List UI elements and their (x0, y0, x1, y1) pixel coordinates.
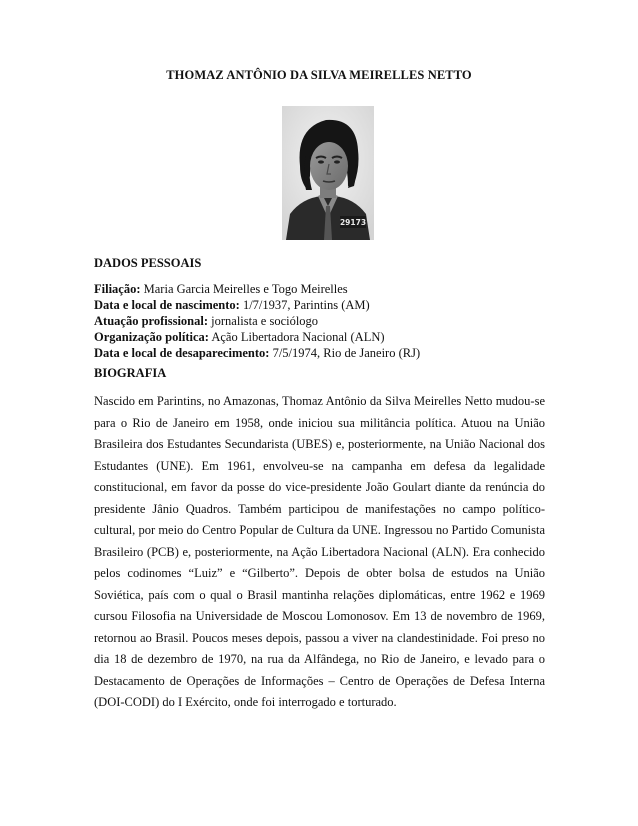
organization-label: Organização política: (94, 330, 209, 344)
birth-row (94, 297, 554, 313)
profession-label: Atuação profissional: (94, 314, 209, 328)
disappearance-row (94, 345, 554, 361)
page-title: THOMAZ ANTÔNIO DA SILVA MEIRELLES NETTO (166, 68, 472, 82)
profession-value: jornalista e sociólogo (208, 314, 319, 328)
birth-label: Data e local de nascimento: (94, 298, 240, 312)
personal-data-block (94, 281, 554, 361)
disappearance-value: 7/5/1974, Rio de Janeiro (RJ) (269, 346, 421, 360)
organization-value: Ação Libertadora Nacional (ALN) (208, 330, 385, 344)
profession-row (94, 313, 554, 329)
biography-text: Nascido em Parintins, no Amazonas, Thomaz Antônio da Silva Meirelles Netto mudou-se para o Rio de Janeiro em 1958, onde iniciou sua militância política. Atuou na União Brasileira dos Estudantes Secundarista (UBES) e, posteriormente, na União Nacional dos Estudantes (UNE). Em 1961, envolveu-se na campanha em defesa da legalidade constitucional, em favor da posse do vice-presidente João Goulart diante da renúncia do presidente Jânio Quadros. Também participou de manifestações no campo político-cultural, por meio do Centro Popular de Cultura da UNE. Ingressou no Partido Comunista Brasileiro (PCB) e, posteriormente, na Ação Libertadora Nacional (ALN). Era conhecido pelos codinomes “Luiz” e “Gilberto”. Depois de obter bolsa de estudos na União Soviética, país com o qual o Brasil mantinha relações diplomáticas, entre 1962 e 1969 cursou Filosofia na Universidade de Moscou Lomonosov. Em 13 de novembro de 1969, retornou ao Brasil. Poucos meses depois, passou a viver na clandestinidade. Foi preso no dia 18 de dezembro de 1970, na rua da Alfândega, no Rio de Janeiro, e levado para o Destacamento de Operações de Informações – Centro de Operações de Defesa Interna (DOI-CODI) do I Exército, onde foi interrogado e torturado. (94, 394, 545, 709)
organization-row (94, 329, 554, 345)
disappearance-label: Data e local de desaparecimento: (94, 346, 270, 360)
biography-heading: BIOGRAFIA (94, 366, 167, 380)
filiacao-row (94, 281, 554, 297)
birth-value: 1/7/1937, Parintins (AM) (239, 298, 370, 312)
personal-data-heading: DADOS PESSOAIS (94, 256, 202, 270)
filiacao-label: Filiação: (94, 282, 141, 296)
photo-number-placard: 29173 (339, 218, 367, 227)
filiacao-value: Maria Garcia Meirelles e Togo Meirelles (140, 282, 348, 296)
portrait-photo (282, 106, 374, 240)
